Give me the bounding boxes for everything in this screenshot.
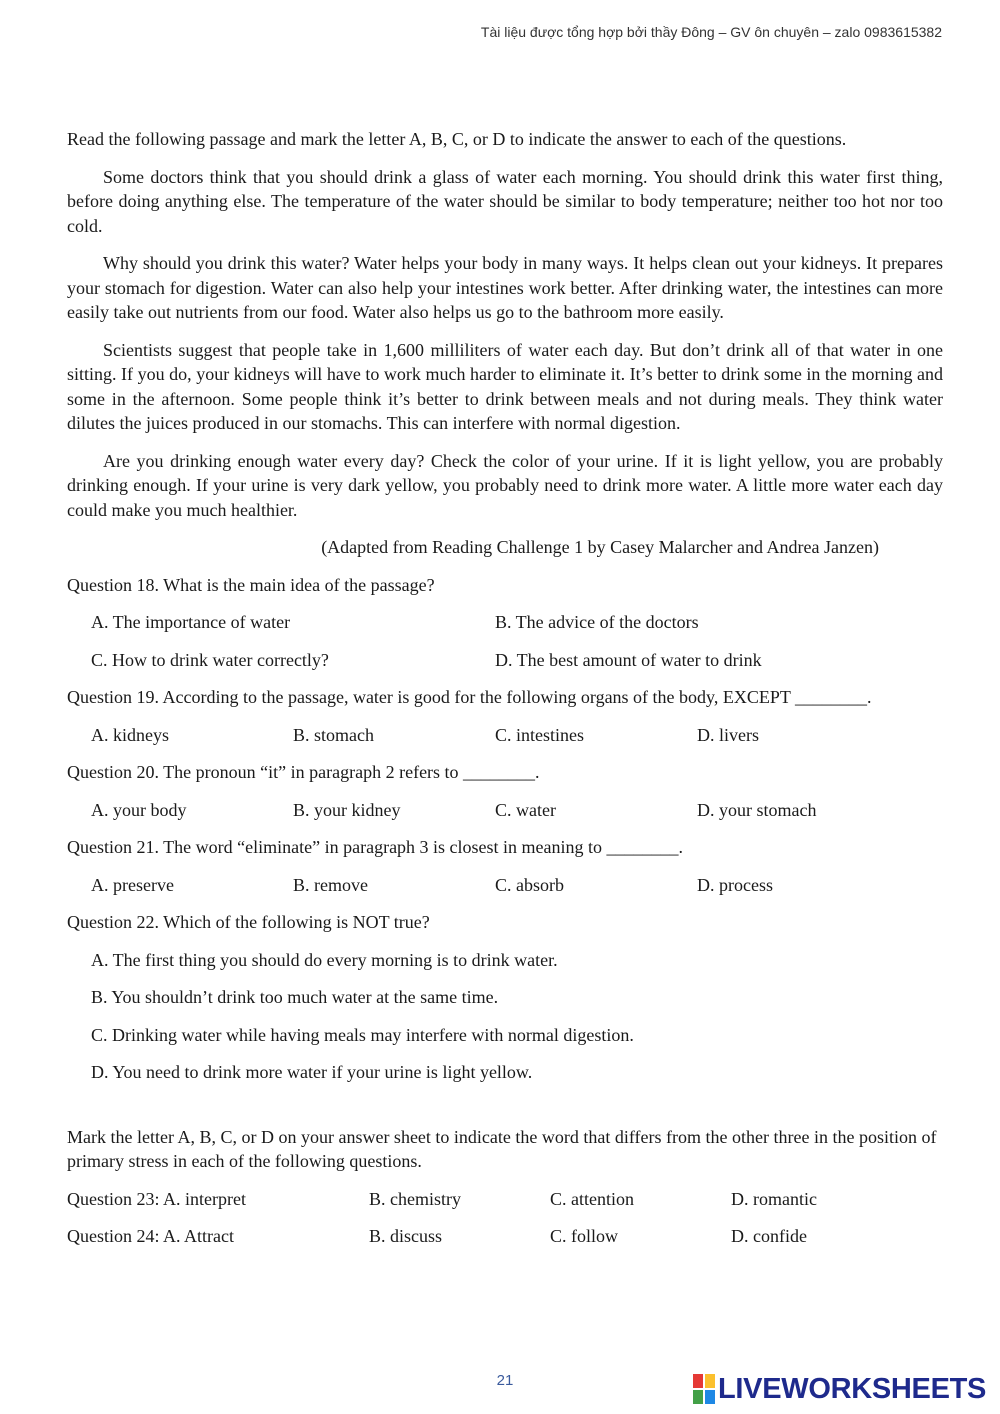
q21-option-d: D. process (697, 874, 773, 895)
q20-option-d: D. your stomach (697, 799, 817, 820)
q23-option-b: B. chemistry (369, 1188, 461, 1209)
passage-paragraph-4: Are you drinking enough water every day? Check the color of your urine. If it is light yellow, you are probably drinking enough. If your urine is very dark yellow, you probably need to drink more water. A little more water each day could make you much healthier. (67, 450, 943, 520)
page-header: Tài liệu được tổng hợp bởi thầy Đông – GV ôn chuyên – zalo 0983615382 (480, 24, 942, 40)
question-18: Question 18. What is the main idea of the passage? (67, 574, 435, 595)
q21-option-a: A. preserve (91, 874, 174, 895)
q18-option-a: A. The importance of water (91, 612, 291, 632)
live-block-i (705, 1374, 715, 1388)
question-19-options (67, 723, 943, 748)
q22-option-c: C. Drinking water while having meals may interfere with normal digestion. (91, 1024, 634, 1045)
q18-option-d: D. The best amount of water to drink (495, 649, 762, 670)
q21-option-c: C. absorb (495, 874, 564, 895)
q18-option-c: C. How to drink water correctly? (91, 649, 329, 670)
q24-label-option-a: Question 24: A. Attract (67, 1226, 234, 1246)
reading-instruction: Read the following passage and mark the letter A, B, C, or D to indicate the answer to each of the questions. (67, 129, 847, 149)
question-24 (67, 1224, 943, 1249)
stress-instruction: Mark the letter A, B, C, or D on your answer sheet to indicate the word that differs from the other three in the position of primary stress in each of the following questions. (67, 1126, 937, 1171)
q18-option-b: B. The advice of the doctors (495, 612, 699, 632)
q19-option-d: D. livers (697, 724, 759, 745)
q22-option-b: B. You shouldn’t drink too much water at the same time. (91, 987, 499, 1007)
live-block-e (705, 1390, 715, 1404)
question-21: Question 21. The word “eliminate” in paragraph 3 is closest in meaning to ________. (67, 837, 684, 857)
passage-paragraph-1: Some doctors think that you should drink a glass of water each morning. You should drink this water first thing, before doing anything else. The temperature of the water should be similar to body temperature; neither too hot nor too cold. (67, 166, 943, 236)
worksheet-content (67, 127, 943, 1262)
q24-option-d: D. confide (731, 1226, 807, 1246)
q21-option-b: B. remove (293, 874, 368, 895)
q23-option-c: C. attention (550, 1188, 634, 1209)
passage-paragraph-3: Scientists suggest that people take in 1,600 milliliters of water each day. But don’t drink all of that water in one sitting. If you do, your kidneys will have to work much harder to eliminate it. It’s better to drink some in the morning and some in the afternoon. Some people think it’s better to drink between meals and not during meals. They think water dilutes the juices produced in our stomachs. This can interfere with normal digestion. (67, 339, 943, 433)
question-23 (67, 1187, 943, 1212)
passage-paragraph-2: Why should you drink this water? Water helps your body in many ways. It helps clean out your kidneys. It prepares your stomach for digestion. Water can also help your intestines work better. After drinking water, the intestines can more easily take out nutrients from our food. Water also helps us go to the bathroom more easily. (67, 253, 943, 322)
q20-option-c: C. water (495, 799, 556, 820)
passage-source: (Adapted from Reading Challenge 1 by Casey Malarcher and Andrea Janzen) (321, 537, 879, 557)
question-20: Question 20. The pronoun “it” in paragraph 2 refers to ________. (67, 762, 540, 782)
question-20-options (67, 798, 943, 823)
q22-option-a: A. The first thing you should do every morning is to drink water. (91, 949, 558, 970)
q24-option-b: B. discuss (369, 1226, 443, 1246)
live-blocks-icon (693, 1374, 715, 1404)
q19-option-b: B. stomach (293, 724, 374, 745)
question-18-options (67, 610, 943, 635)
q23-option-d: D. romantic (731, 1188, 817, 1209)
brand-name: LIVEWORKSHEETS (718, 1373, 987, 1405)
question-18-options-2 (67, 648, 943, 673)
page-number: 21 (496, 1372, 514, 1389)
question-19: Question 19. According to the passage, water is good for the following organs of the body, EXCEPT ________. (67, 687, 872, 707)
q22-option-d: D. You need to drink more water if your urine is light yellow. (91, 1062, 533, 1082)
q20-option-b: B. your kidney (293, 799, 401, 820)
q19-option-c: C. intestines (495, 724, 584, 745)
live-block-l (693, 1374, 703, 1388)
liveworksheets-logo[interactable] (693, 1374, 986, 1404)
question-21-options (67, 873, 943, 898)
question-22: Question 22. Which of the following is NOT true? (67, 912, 430, 932)
q20-option-a: A. your body (91, 799, 187, 820)
live-block-v (693, 1390, 703, 1404)
q23-label-option-a: Question 23: A. interpret (67, 1188, 246, 1209)
q19-option-a: A. kidneys (91, 724, 169, 745)
q24-option-c: C. follow (550, 1226, 619, 1246)
